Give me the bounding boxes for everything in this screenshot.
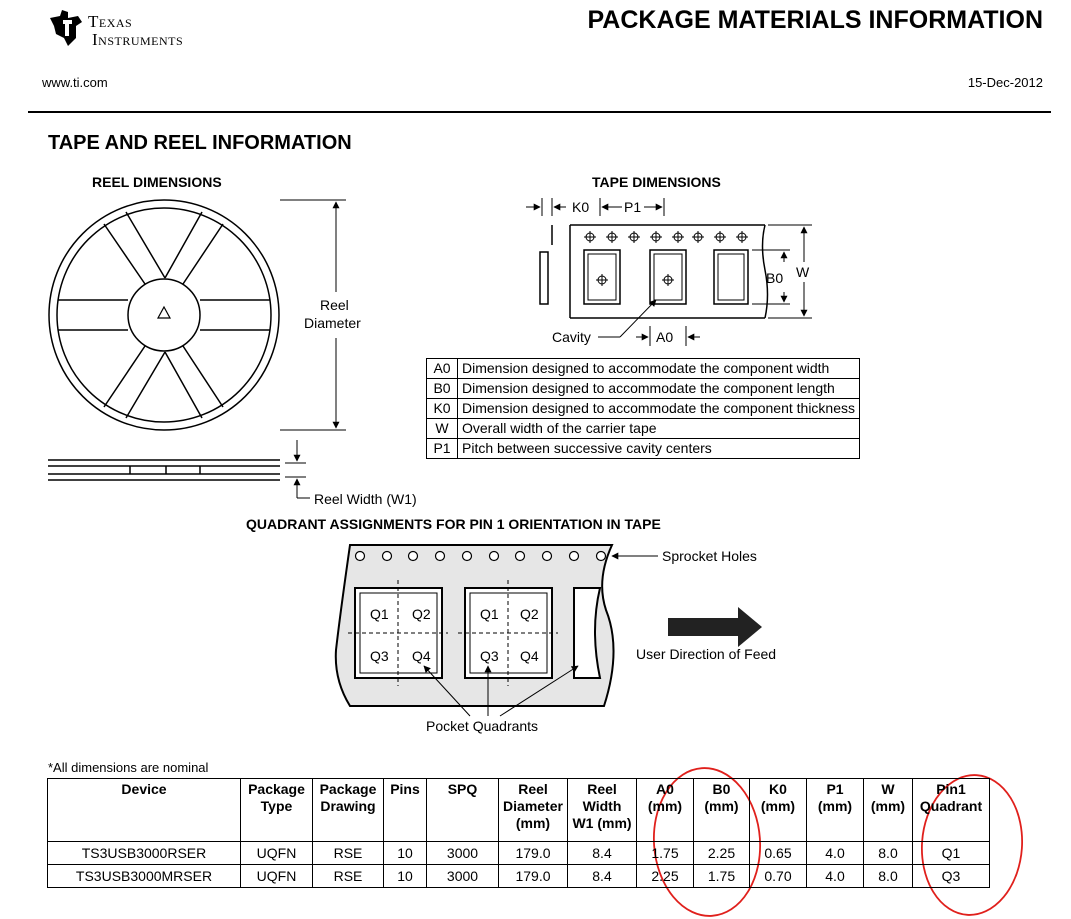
col-header-package-type: Package Type <box>241 779 313 842</box>
col-header-b0: B0 (mm) <box>694 779 750 842</box>
cell-device: TS3USB3000MRSER <box>48 865 241 888</box>
definition-row <box>427 439 860 459</box>
tape-sprocket-holes <box>584 231 748 286</box>
reel-front-view <box>49 200 279 430</box>
cell-pin1-quadrant: Q1 <box>913 842 990 865</box>
definition-key: P1 <box>427 439 458 459</box>
col-header-a0: A0 (mm) <box>637 779 694 842</box>
tape-p1-label: P1 <box>624 199 642 215</box>
cell-pin1-quadrant: Q3 <box>913 865 990 888</box>
col-header-device: Device <box>48 779 241 842</box>
col-header-pins: Pins <box>384 779 427 842</box>
cell-k0: 0.65 <box>750 842 807 865</box>
col-header-w: W (mm) <box>864 779 913 842</box>
cell-a0: 1.75 <box>637 842 694 865</box>
cell-b0: 2.25 <box>694 842 750 865</box>
definition-key: A0 <box>427 359 458 379</box>
definition-text: Dimension designed to accommodate the component width <box>458 359 860 379</box>
feed-direction-label: User Direction of Feed <box>636 646 777 662</box>
section-title: TAPE AND REEL INFORMATION <box>48 132 352 154</box>
cell-p1: 4.0 <box>807 865 864 888</box>
pocket1-q2-label: Q2 <box>412 606 431 622</box>
document-title: PACKAGE MATERIALS INFORMATION <box>587 6 1043 34</box>
feed-direction-arrow-icon <box>668 607 762 647</box>
pocket2-q2-label: Q2 <box>520 606 539 622</box>
cell-w: 8.0 <box>864 865 913 888</box>
cell-w: 8.0 <box>864 842 913 865</box>
table-row <box>48 842 990 865</box>
sprocket-holes-label: Sprocket Holes <box>662 548 757 564</box>
cell-pins: 10 <box>384 842 427 865</box>
definition-text: Dimension designed to accommodate the component thickness <box>458 399 860 419</box>
quadrant-title: QUADRANT ASSIGNMENTS FOR PIN 1 ORIENTATION IN TAPE <box>246 516 661 532</box>
reel-side-view <box>48 460 280 480</box>
definition-row <box>427 379 860 399</box>
reel-dimensions-title: REEL DIMENSIONS <box>92 174 222 190</box>
pocket1-q3-label: Q3 <box>370 648 389 664</box>
cell-reel-width: 8.4 <box>568 842 637 865</box>
col-header-pin1-quadrant: Pin1 Quadrant <box>913 779 990 842</box>
cell-p1: 4.0 <box>807 842 864 865</box>
reel-width-label: Reel Width (W1) <box>314 491 417 507</box>
reel-diameter-label-1: Reel <box>320 297 349 313</box>
col-header-reel-diameter: Reel Diameter (mm) <box>499 779 568 842</box>
table-header-row <box>48 779 990 842</box>
cell-reel-width: 8.4 <box>568 865 637 888</box>
logo-text-instruments: Instruments <box>92 30 184 49</box>
tape-dimensions-title: TAPE DIMENSIONS <box>592 174 721 190</box>
pocket2-q3-label: Q3 <box>480 648 499 664</box>
cell-package-type: UQFN <box>241 865 313 888</box>
col-header-k0: K0 (mm) <box>750 779 807 842</box>
cell-reel-diameter: 179.0 <box>499 842 568 865</box>
cell-pins: 10 <box>384 865 427 888</box>
definition-text: Overall width of the carrier tape <box>458 419 860 439</box>
definition-key: W <box>427 419 458 439</box>
website-link[interactable]: www.ti.com <box>42 75 108 90</box>
definition-row <box>427 359 860 379</box>
logo-text-texas: Texas <box>88 12 133 31</box>
tape-cavity-label: Cavity <box>552 329 591 345</box>
dimension-definitions-table <box>426 358 860 459</box>
pocket-quadrants-label: Pocket Quadrants <box>426 718 539 734</box>
definition-text: Pitch between successive cavity centers <box>458 439 860 459</box>
cell-package-drawing: RSE <box>313 865 384 888</box>
col-header-reel-width: Reel Width W1 (mm) <box>568 779 637 842</box>
document-date: 15-Dec-2012 <box>967 75 1043 90</box>
definition-key: K0 <box>427 399 458 419</box>
cell-a0: 2.25 <box>637 865 694 888</box>
cell-device: TS3USB3000RSER <box>48 842 241 865</box>
cell-k0: 0.70 <box>750 865 807 888</box>
definition-text: Dimension designed to accommodate the component length <box>458 379 860 399</box>
cell-spq: 3000 <box>427 842 499 865</box>
reel-diameter-label-2: Diameter <box>304 315 361 331</box>
definition-key: B0 <box>427 379 458 399</box>
col-header-package-drawing: Package Drawing <box>313 779 384 842</box>
definition-row <box>427 419 860 439</box>
cell-package-type: UQFN <box>241 842 313 865</box>
tape-b0-label: B0 <box>766 270 784 286</box>
tape-a0-label: A0 <box>656 329 674 345</box>
cell-reel-diameter: 179.0 <box>499 865 568 888</box>
cell-b0: 1.75 <box>694 865 750 888</box>
tape-k0-label: K0 <box>572 199 590 215</box>
pocket1-q1-label: Q1 <box>370 606 389 622</box>
tape-w-label: W <box>796 264 810 280</box>
cell-package-drawing: RSE <box>313 842 384 865</box>
quadrant-tape <box>336 545 614 706</box>
pocket2-q1-label: Q1 <box>480 606 499 622</box>
cell-spq: 3000 <box>427 865 499 888</box>
dimensions-note: *All dimensions are nominal <box>48 760 209 775</box>
definition-row <box>427 399 860 419</box>
pocket2-q4-label: Q4 <box>520 648 539 664</box>
package-table <box>47 778 990 888</box>
col-header-spq: SPQ <box>427 779 499 842</box>
tape-drawing <box>540 225 768 318</box>
col-header-p1: P1 (mm) <box>807 779 864 842</box>
reel-hub-triangle-icon <box>158 307 170 318</box>
pocket1-q4-label: Q4 <box>412 648 431 664</box>
table-row <box>48 865 990 888</box>
